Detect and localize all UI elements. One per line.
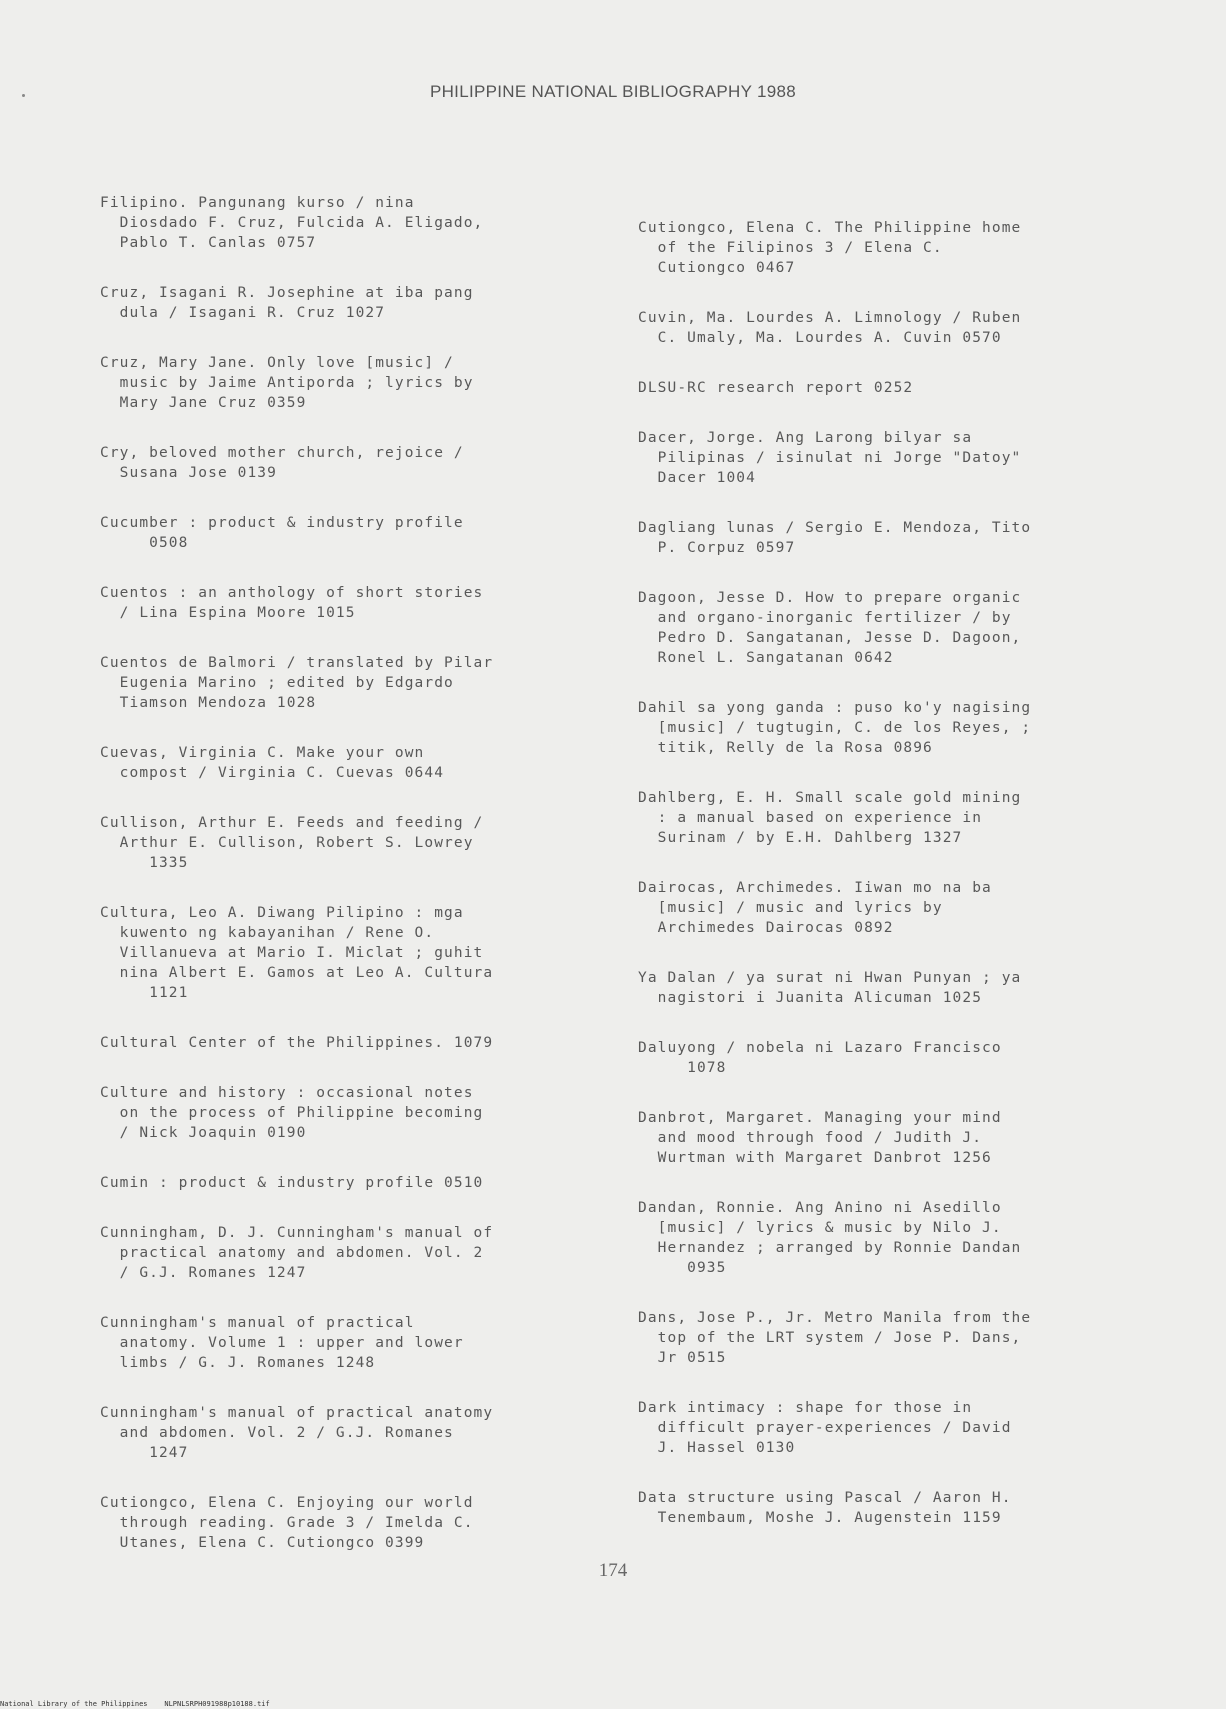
bibliography-entry: Cucumber : product & industry profile 0508 bbox=[100, 515, 464, 551]
bibliography-entry: Danbrot, Margaret. Managing your mind and mood through food / Judith J. Wurtman with Margaret Danbrot 1256 bbox=[638, 1110, 1002, 1166]
bibliography-entry: Cunningham, D. J. Cunningham's manual of practical anatomy and abdomen. Vol. 2 / G.J. Romanes 1247 bbox=[100, 1225, 494, 1281]
bibliography-entry: Cruz, Isagani R. Josephine at iba pang dula / Isagani R. Cruz 1027 bbox=[100, 285, 474, 321]
bibliography-entry: Cruz, Mary Jane. Only love [music] / music by Jaime Antiporda ; lyrics by Mary Jane Cruz 0359 bbox=[100, 355, 474, 411]
bibliography-entry: Data structure using Pascal / Aaron H. Tenembaum, Moshe J. Augenstein 1159 bbox=[638, 1490, 1012, 1526]
bibliography-entry: Cutiongco, Elena C. Enjoying our world through reading. Grade 3 / Imelda C. Utanes, Elena C. Cutiongco 0399 bbox=[100, 1495, 474, 1551]
bibliography-entry: Dandan, Ronnie. Ang Anino ni Asedillo [music] / lyrics & music by Nilo J. Hernandez ; arranged by Ronnie Dandan 0935 bbox=[638, 1200, 1022, 1276]
bibliography-entry: Cultural Center of the Philippines. 1079 bbox=[100, 1035, 494, 1051]
bibliography-entry: Cuentos : an anthology of short stories / Lina Espina Moore 1015 bbox=[100, 585, 484, 621]
bibliography-entry: Dairocas, Archimedes. Iiwan mo na ba [music] / music and lyrics by Archimedes Dairocas 0892 bbox=[638, 880, 992, 936]
bibliography-entry: Cunningham's manual of practical anatomy. Volume 1 : upper and lower limbs / G. J. Romanes 1248 bbox=[100, 1315, 464, 1371]
bibliography-entry: Cuevas, Virginia C. Make your own compost / Virginia C. Cuevas 0644 bbox=[100, 745, 445, 781]
bibliography-entry: Culture and history : occasional notes on the process of Philippine becoming / Nick Joaquin 0190 bbox=[100, 1085, 484, 1141]
bibliography-entry: Dahlberg, E. H. Small scale gold mining : a manual based on experience in Surinam / by E.H. Dahlberg 1327 bbox=[638, 790, 1022, 846]
bibliography-entry: Dagoon, Jesse D. How to prepare organic and organo-inorganic fertilizer / by Pedro D. Sangatanan, Jesse D. Dagoon, Ronel L. Sangatanan 0642 bbox=[638, 590, 1022, 666]
page-number: 174 bbox=[598, 1560, 628, 1581]
bibliography-entry: Cullison, Arthur E. Feeds and feeding / Arthur E. Cullison, Robert S. Lowrey 1335 bbox=[100, 815, 484, 871]
scan-footer: National Library of the Philippines NLPNLSRPH091988p10188.tif bbox=[0, 1700, 270, 1708]
bibliography-entry: Cumin : product & industry profile 0510 bbox=[100, 1175, 484, 1191]
bibliography-entry: Dagliang lunas / Sergio E. Mendoza, Tito P. Corpuz 0597 bbox=[638, 520, 1032, 556]
page-header: PHILIPPINE NATIONAL BIBLIOGRAPHY 1988 bbox=[429, 82, 797, 101]
bibliography-entry: Dahil sa yong ganda : puso ko'y nagising [music] / tugtugin, C. de los Reyes, ; titik, Relly de la Rosa 0896 bbox=[638, 700, 1032, 756]
bibliography-entry: Cultura, Leo A. Diwang Pilipino : mga kuwento ng kabayanihan / Rene O. Villanueva at Mario I. Miclat ; guhit nina Albert E. Gamos at Leo A. Cultura 1121 bbox=[100, 905, 494, 1001]
bibliography-entry: Cuentos de Balmori / translated by Pilar Eugenia Marino ; edited by Edgardo Tiamson Mendoza 1028 bbox=[100, 655, 494, 711]
bibliography-entry: Ya Dalan / ya surat ni Hwan Punyan ; ya nagistori i Juanita Alicuman 1025 bbox=[638, 970, 1022, 1006]
bibliography-entry: DLSU-RC research report 0252 bbox=[638, 380, 914, 396]
bibliography-entry: Filipino. Pangunang kurso / nina Diosdado F. Cruz, Fulcida A. Eligado, Pablo T. Canlas 0757 bbox=[100, 195, 484, 251]
bibliography-entry: Cutiongco, Elena C. The Philippine home of the Filipinos 3 / Elena C. Cutiongco 0467 bbox=[638, 220, 1022, 276]
bibliography-entry: Cuvin, Ma. Lourdes A. Limnology / Ruben C. Umaly, Ma. Lourdes A. Cuvin 0570 bbox=[638, 310, 1022, 346]
right-column bbox=[638, 218, 1128, 1558]
bibliography-entry: Cunningham's manual of practical anatomy and abdomen. Vol. 2 / G.J. Romanes 1247 bbox=[100, 1405, 494, 1461]
bibliography-entry: Daluyong / nobela ni Lazaro Francisco 1078 bbox=[638, 1040, 1002, 1076]
bibliography-entry: Dacer, Jorge. Ang Larong bilyar sa Pilipinas / isinulat ni Jorge "Datoy" Dacer 1004 bbox=[638, 430, 1022, 486]
bibliography-entry: Dans, Jose P., Jr. Metro Manila from the top of the LRT system / Jose P. Dans, Jr 0515 bbox=[638, 1310, 1032, 1366]
bibliography-entry: Dark intimacy : shape for those in difficult prayer-experiences / David J. Hassel 0130 bbox=[638, 1400, 1012, 1456]
left-column bbox=[100, 193, 600, 1583]
bibliography-entry: Cry, beloved mother church, rejoice / Susana Jose 0139 bbox=[100, 445, 464, 481]
